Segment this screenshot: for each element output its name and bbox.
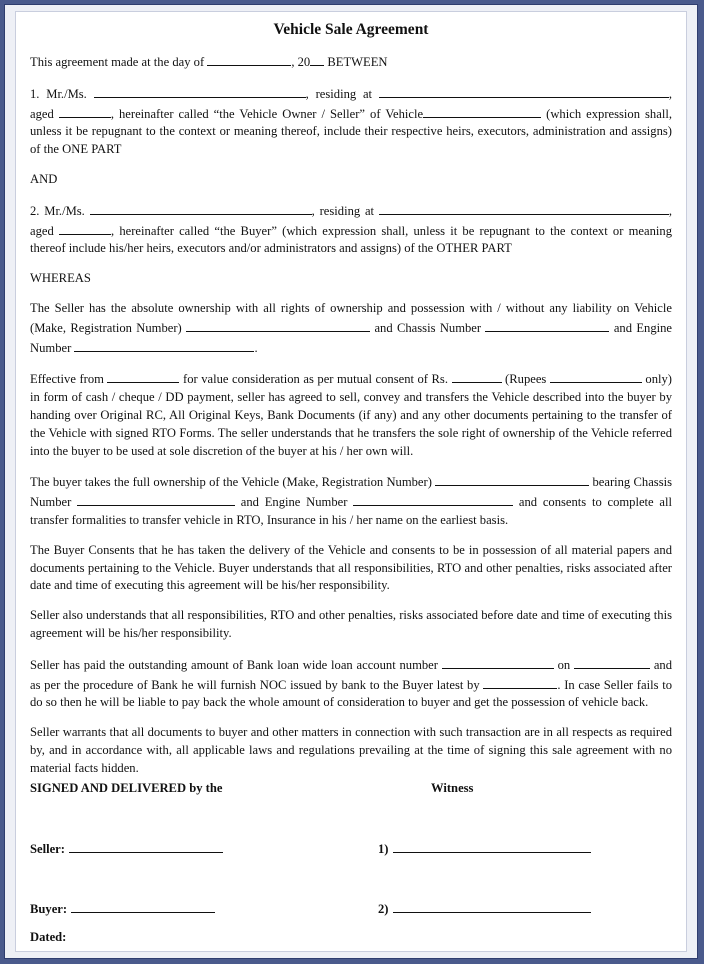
chassis-number-blank[interactable]	[485, 318, 609, 332]
witness-two-label: 2)	[378, 902, 389, 916]
residing-label: , residing at	[305, 86, 373, 101]
bank-loan-text: Seller has paid the outstanding amount of Bank loan wide loan account number	[30, 657, 438, 672]
aged-label: aged	[30, 106, 54, 121]
day-blank[interactable]	[207, 52, 291, 66]
noc-text: and as per the procedure of Bank he will furnish NOC issued by bank to the Buyer latest by	[30, 657, 672, 692]
seller-responsibility-paragraph: Seller also understands that all responsibilities, RTO and other penalties, risks associated before date and time of executing this agreement will be his/her responsibility.	[30, 608, 672, 640]
seller-signature-blank[interactable]	[69, 839, 223, 853]
witness-one-label: 1)	[378, 842, 389, 856]
loan-account-blank[interactable]	[442, 655, 554, 669]
buyer-chassis-blank[interactable]	[77, 492, 235, 506]
noc-date-blank[interactable]	[483, 675, 557, 689]
liability-text: . In case Seller fails to do so then he will be liable to pay back the whole amount of consideration to buyer and get the possession of vehicle back.	[30, 677, 672, 710]
party-two-label: 2. Mr./Ms.	[30, 203, 85, 218]
buyer-engine-label: and Engine Number	[240, 495, 348, 510]
seller-signature-line	[30, 839, 223, 859]
buyer-engine-blank[interactable]	[353, 492, 513, 506]
buyer-registration-blank[interactable]	[435, 472, 589, 486]
party-one-paragraph: 1. Mr./Ms. , residing at , aged , hereinafter called “the Vehicle Owner / Seller” of Vehicle (which expression shall, unless it be repugnant to the context or meaning thereof, include their respective heirs, executors, administration and assigns) of the ONE PART	[30, 84, 672, 159]
buyer-signature-blank[interactable]	[71, 899, 215, 913]
witness-two-line	[378, 899, 591, 919]
seller-called-text: , hereinafter called “the Vehicle Owner / Seller” of Vehicle	[110, 106, 424, 121]
ownership-paragraph: The Seller has the absolute ownership with all rights of ownership and possession with / without any liability on Vehicle (Make, Registration Number) and Chassis Number and Engine Number .	[30, 300, 673, 355]
engine-label: and Engine Number	[30, 320, 673, 355]
witness-two-blank[interactable]	[393, 899, 591, 913]
agreement-page	[15, 11, 687, 952]
party-one-age-blank[interactable]	[59, 104, 111, 118]
effective-from-label: Effective from	[30, 372, 104, 387]
buyer-ownership-paragraph	[30, 472, 672, 529]
between-text: BETWEEN	[324, 55, 388, 69]
intro-line	[30, 52, 672, 72]
year-blank[interactable]	[310, 52, 324, 66]
intro-text: This agreement made at the day of	[30, 55, 205, 69]
party-two-address-blank[interactable]	[379, 201, 669, 215]
witness-one-blank[interactable]	[393, 839, 591, 853]
engine-number-blank[interactable]	[74, 338, 254, 352]
witness-one-line	[378, 839, 591, 859]
bank-loan-paragraph	[30, 655, 672, 712]
document-frame	[4, 4, 698, 959]
party-two-paragraph: 2. Mr./Ms. , residing at , aged , hereinafter called “the Buyer” (which expression shall, unless it be repugnant to the context or meaning thereof include his/her heirs, executors and/or administrators and assigns) of the OTHER PART	[30, 201, 672, 258]
chassis-label: and Chassis Number	[374, 320, 482, 335]
ownership-text: The Seller has the absolute ownership with all rights of ownership and possession with / without any liability on Vehicle (Make, Registration Number)	[30, 300, 672, 335]
warranty-paragraph: Seller warrants that all documents to buyer and other matters in connection with such transaction are in all respects as required by, and in accordance with, all applicable laws and regulations prevailing at the time of signing this sale agreement with no material facts hidden.	[30, 725, 672, 775]
party-one-expression-text: (which expression shall, unless it be repugnant to the context or meaning thereof, include their respective heirs, executors, administration and assigns) of the ONE PART	[30, 106, 672, 157]
consideration-paragraph	[30, 369, 672, 460]
dated-label: Dated:	[30, 930, 67, 944]
effective-date-blank[interactable]	[107, 369, 179, 383]
rupees-words-blank[interactable]	[550, 369, 642, 383]
party-two-expression-text: , hereinafter called “the Buyer” (which expression shall, unless it be repugnant to the context or meaning thereof include his/her heirs, executors and/or administrators and assigns) of the OTHER PART	[30, 223, 672, 256]
signed-delivered-label: SIGNED AND DELIVERED by the	[30, 781, 223, 795]
delivery-paragraph: The Buyer Consents that he has taken the delivery of the Vehicle and consents to be in possession of all material papers and documents pertaining to the Vehicle. Buyer understands that all responsibilities, RTO and other penalties, risks associated after date and time of executing this agreement will be his/her responsibility.	[30, 542, 672, 593]
amount-blank[interactable]	[452, 369, 502, 383]
party-one-name-blank[interactable]	[94, 84, 306, 98]
seller-label: Seller:	[30, 842, 65, 856]
consents-text: and consents to complete all transfer formalities to transfer vehicle in RTO, Insurance in his / her name on the earliest basis.	[30, 495, 672, 527]
year-text: , 20	[291, 55, 311, 69]
witness-label: Witness	[431, 781, 474, 795]
party-one-address-blank[interactable]	[379, 84, 669, 98]
buyer-label: Buyer:	[30, 902, 68, 916]
rupees-label: (Rupees	[505, 372, 547, 387]
residing-label: , residing at	[311, 203, 375, 218]
consideration-text: for value consideration as per mutual consent of Rs.	[183, 372, 448, 387]
bearing-chassis-label: bearing Chassis Number	[30, 475, 672, 510]
buyer-ownership-text: The buyer takes the full ownership of the Vehicle (Make, Registration Number)	[30, 475, 432, 490]
on-label: on	[557, 657, 571, 672]
buyer-signature-line	[30, 899, 215, 919]
party-two-name-blank[interactable]	[90, 201, 312, 215]
whereas-heading: WHEREAS	[30, 271, 91, 286]
aged-label: aged	[30, 223, 54, 238]
vehicle-blank[interactable]	[423, 104, 541, 118]
loan-date-blank[interactable]	[574, 655, 650, 669]
registration-number-blank[interactable]	[186, 318, 370, 332]
party-one-label: 1. Mr./Ms.	[30, 86, 87, 101]
party-two-age-blank[interactable]	[59, 221, 111, 235]
transfer-text: only) in form of cash / cheque / DD payment, seller has agreed to sell, convey and transfers the Vehicle described into the buyer by handing over Original RC, All Original Keys, Bank Documents (if any) and any other documents pertaining to the transfer of the Vehicle with signed RTO Forms. The seller understands that he transfers the sole right of ownership of the Vehicle referred into the buyer to be used at sole discretion of the buyer at his / her own will.	[30, 372, 672, 458]
and-heading: AND	[30, 171, 58, 186]
document-title: Vehicle Sale Agreement	[273, 21, 429, 38]
